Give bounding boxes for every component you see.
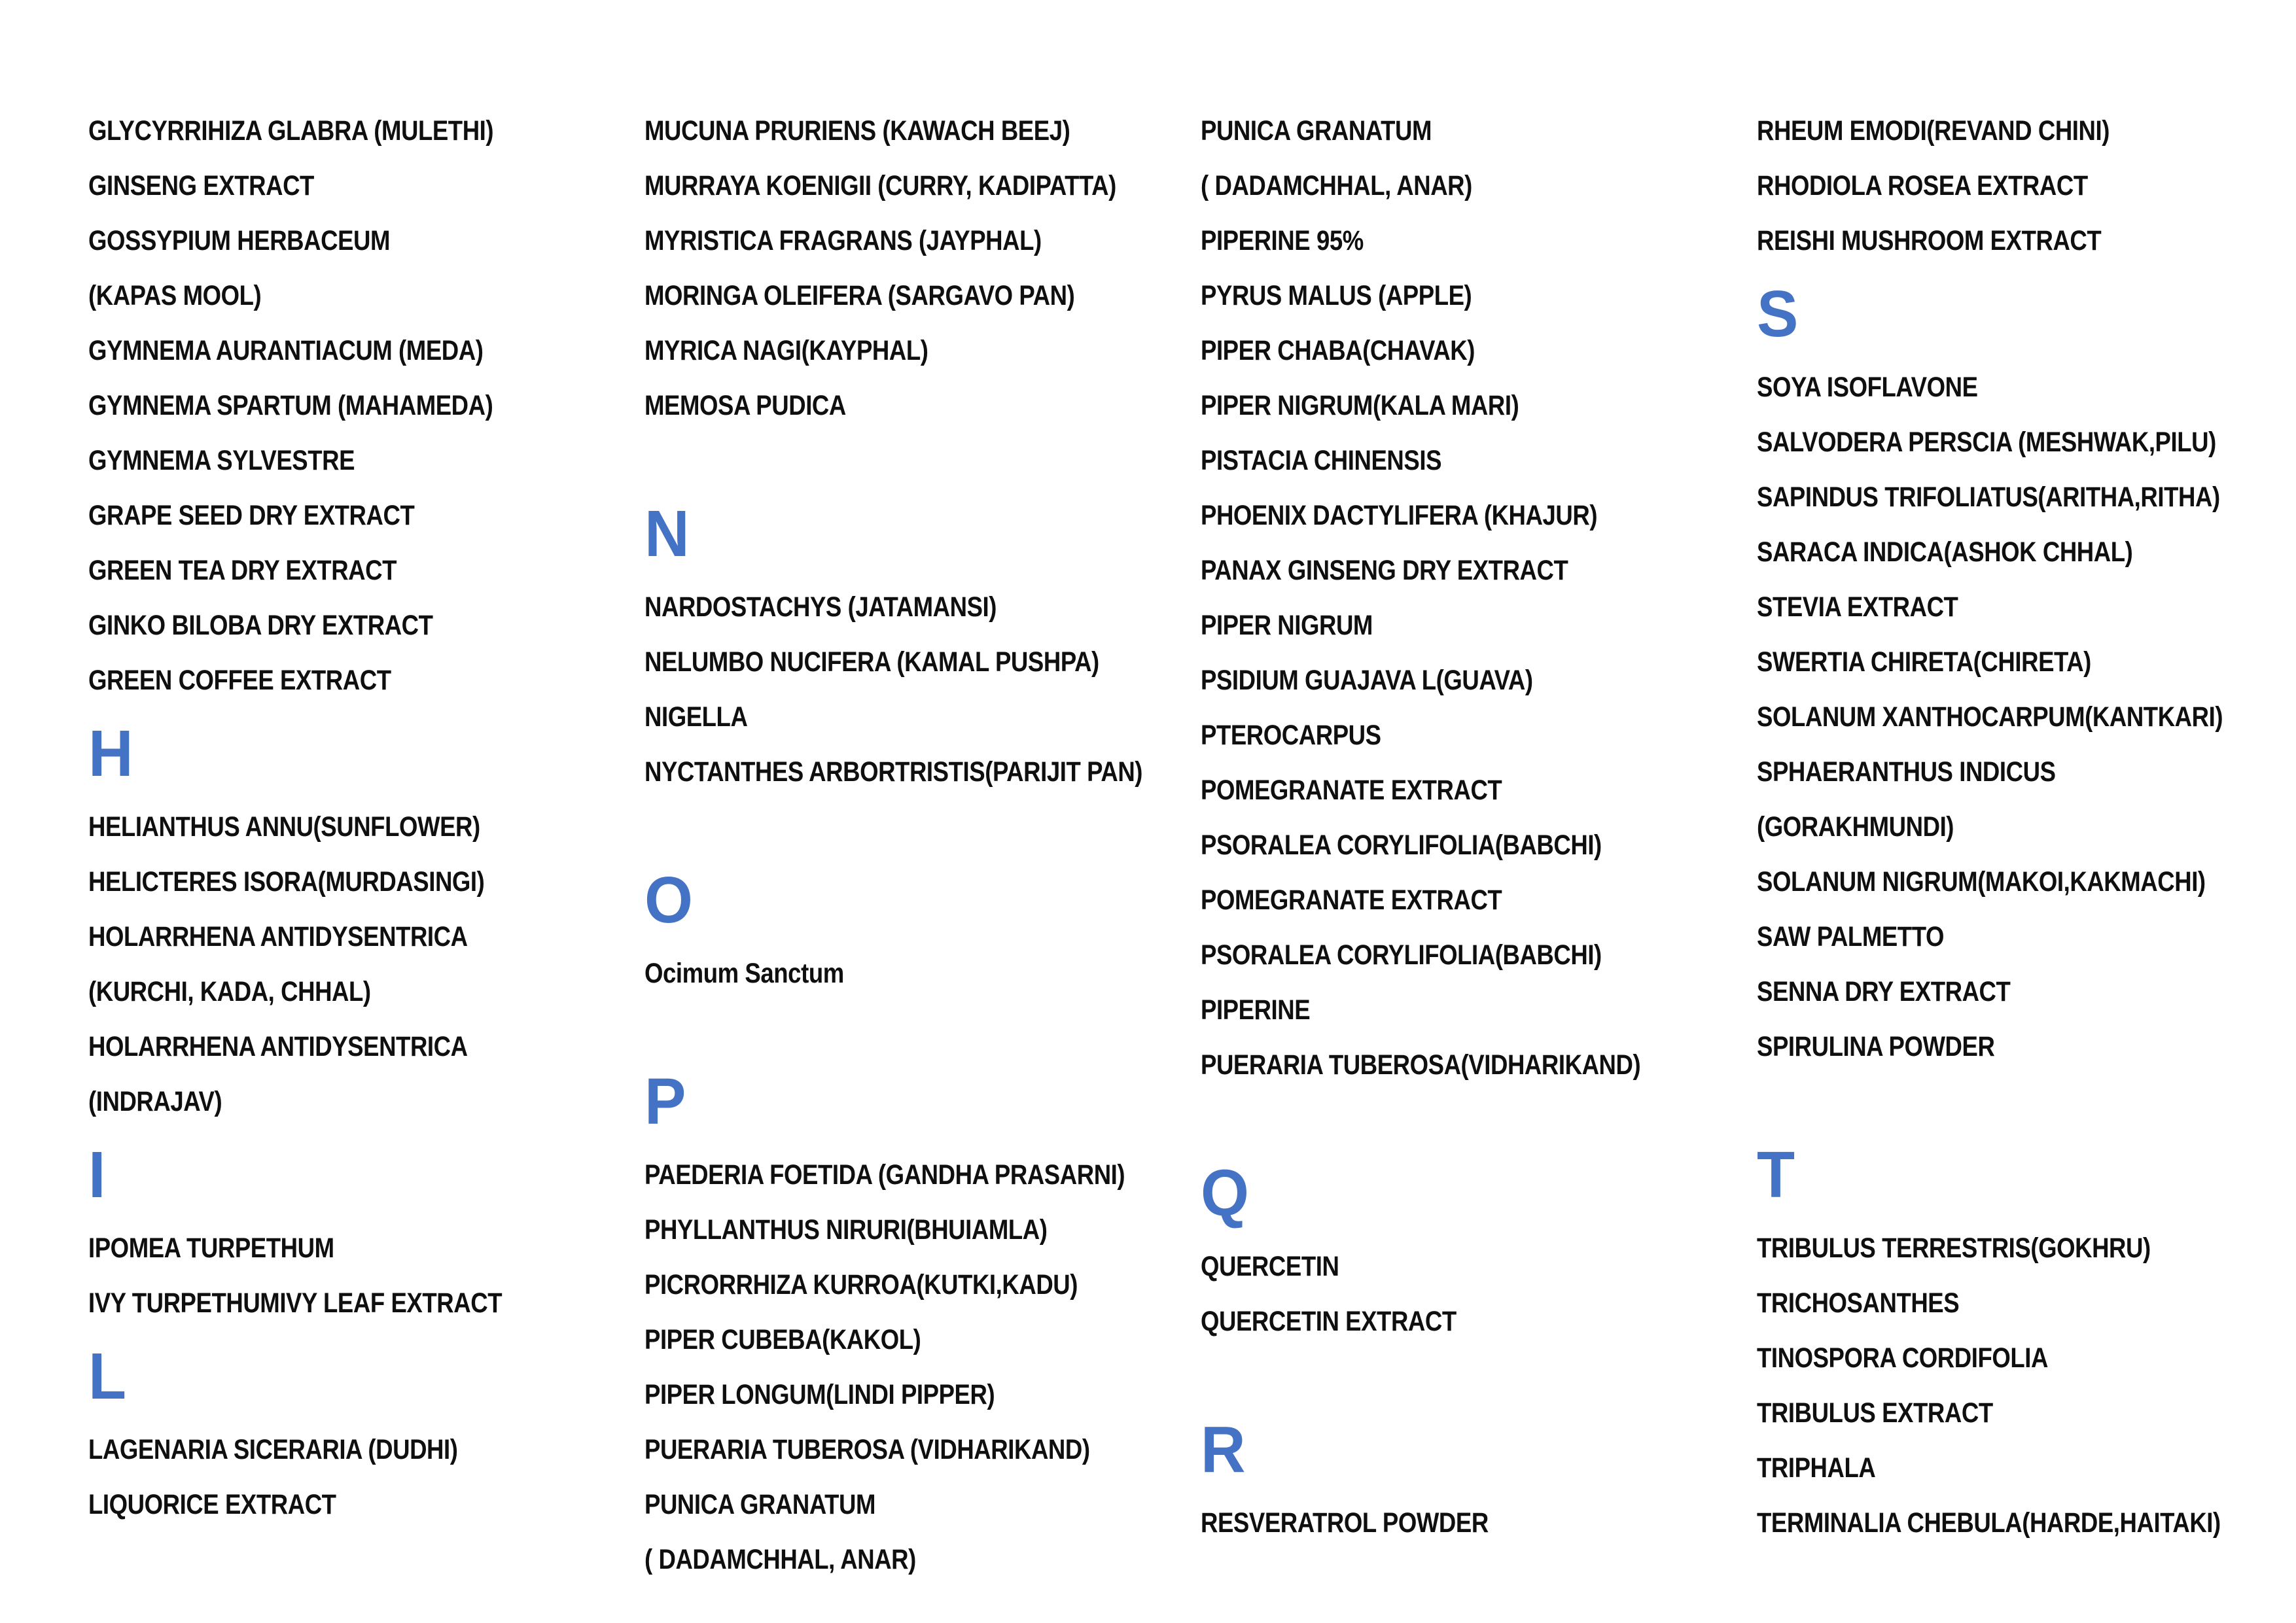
- list-item: [1757, 158, 2296, 213]
- item-text: LAGENARIA SICERARIA (DUDHI): [88, 1434, 458, 1465]
- item-text: GREEN COFFEE EXTRACT: [88, 665, 391, 696]
- list-item: [1201, 653, 1747, 708]
- item-text: MORINGA OLEIFERA (SARGAVO PAN): [645, 280, 1075, 311]
- item-text: HOLARRHENA ANTIDYSENTRICA: [88, 1031, 468, 1062]
- item-text: REISHI MUSHROOM EXTRACT: [1757, 225, 2102, 256]
- list-item: [1201, 763, 1747, 818]
- list-item: [645, 323, 1191, 378]
- list-item: [88, 378, 635, 433]
- list-item: [1757, 854, 2296, 909]
- spacer: [1201, 1092, 1747, 1147]
- list-item: [1757, 1019, 2296, 1074]
- section-header-o: [645, 854, 1191, 946]
- item-text: NELUMBO NUCIFERA (KAMAL PUSHPA): [645, 646, 1099, 678]
- list-item: [645, 580, 1191, 635]
- item-text: QUERCETIN EXTRACT: [1201, 1306, 1457, 1337]
- section-letter: S: [1757, 277, 1799, 351]
- list-item: [1201, 983, 1747, 1038]
- list-item: [1757, 103, 2296, 158]
- item-text: PHOENIX DACTYLIFERA (KHAJUR): [1201, 500, 1598, 531]
- list-item: [88, 854, 635, 909]
- list-item: [1201, 1239, 1747, 1294]
- list-item: [1757, 1440, 2296, 1495]
- section-header-h: [88, 708, 635, 799]
- item-text: GLYCYRRIHIZA GLABRA (MULETHI): [88, 115, 494, 147]
- list-item: [1201, 158, 1747, 213]
- item-text: TRIPHALA: [1757, 1452, 1876, 1484]
- item-text: QUERCETIN: [1201, 1251, 1339, 1282]
- item-text: GYMNEMA SPARTUM (MAHAMEDA): [88, 390, 493, 421]
- list-item: [645, 103, 1191, 158]
- item-text: (KURCHI, KADA, CHHAL): [88, 976, 371, 1007]
- item-text: MYRISTICA FRAGRANS (JAYPHAL): [645, 225, 1042, 256]
- item-text: PIPERINE 95%: [1201, 225, 1364, 256]
- item-text: PSORALEA CORYLIFOLIA(BABCHI): [1201, 829, 1602, 861]
- list-item: [1757, 689, 2296, 744]
- list-item: [1201, 1495, 1747, 1550]
- spacer: [645, 433, 1191, 488]
- item-text: TRIBULUS TERRESTRIS(GOKHRU): [1757, 1232, 2151, 1264]
- item-text: PUERARIA TUBEROSA (VIDHARIKAND): [645, 1434, 1090, 1465]
- list-item: [88, 103, 635, 158]
- list-item: [1757, 635, 2296, 689]
- section-header-n: [645, 488, 1191, 580]
- section-header-i: [88, 1129, 635, 1221]
- item-text: PUERARIA TUBEROSA(VIDHARIKAND): [1201, 1049, 1641, 1081]
- item-text: HOLARRHENA ANTIDYSENTRICA: [88, 921, 468, 952]
- item-text: PIPER LONGUM(LINDI PIPPER): [645, 1379, 995, 1410]
- list-item: [1201, 708, 1747, 763]
- item-text: (INDRAJAV): [88, 1086, 222, 1117]
- item-text: (GORAKHMUNDI): [1757, 811, 1954, 843]
- item-text: MYRICA NAGI(KAYPHAL): [645, 335, 928, 366]
- item-text: PAEDERIA FOETIDA (GANDHA PRASARNI): [645, 1159, 1125, 1191]
- list-item: [88, 1477, 635, 1532]
- item-text: NARDOSTACHYS (JATAMANSI): [645, 591, 997, 623]
- item-text: GREEN TEA DRY EXTRACT: [88, 555, 397, 586]
- section-header-l: [88, 1331, 635, 1422]
- list-item: [1201, 103, 1747, 158]
- item-text: MUCUNA PRURIENS (KAWACH BEEJ): [645, 115, 1070, 147]
- list-item: [645, 158, 1191, 213]
- item-text: MEMOSA PUDICA: [645, 390, 846, 421]
- list-item: [88, 543, 635, 598]
- item-text: IPOMEA TURPETHUM: [88, 1232, 334, 1264]
- list-item: [1757, 1221, 2296, 1276]
- list-item: [645, 1532, 1191, 1587]
- list-item: [88, 909, 635, 964]
- section-letter: T: [1757, 1138, 1795, 1212]
- item-text: NYCTANTHES ARBORTRISTIS(PARIJIT PAN): [645, 756, 1143, 788]
- item-text: PHYLLANTHUS NIRURI(BHUIAMLA): [645, 1214, 1048, 1246]
- item-text: PUNICA GRANATUM: [645, 1489, 876, 1520]
- list-item: [1757, 1331, 2296, 1386]
- item-text: SOLANUM NIGRUM(MAKOI,KAKMACHI): [1757, 866, 2206, 898]
- item-text: SOLANUM XANTHOCARPUM(KANTKARI): [1757, 701, 2223, 733]
- item-text: MURRAYA KOENIGII (CURRY, KADIPATTA): [645, 170, 1116, 201]
- list-item: [645, 378, 1191, 433]
- item-text: GINKO BILOBA DRY EXTRACT: [88, 610, 433, 641]
- item-text: POMEGRANATE EXTRACT: [1201, 884, 1502, 916]
- item-text: PICRORRHIZA KURROA(KUTKI,KADU): [645, 1269, 1078, 1300]
- section-letter: P: [645, 1065, 686, 1138]
- item-text: PSIDIUM GUAJAVA L(GUAVA): [1201, 665, 1533, 696]
- list-item: [1757, 580, 2296, 635]
- list-item: [1201, 1294, 1747, 1349]
- item-text: TRIBULUS EXTRACT: [1757, 1397, 1993, 1429]
- list-item: [645, 689, 1191, 744]
- list-item: [88, 1422, 635, 1477]
- list-item: [645, 1147, 1191, 1202]
- list-item: [1757, 415, 2296, 470]
- item-text: TRICHOSANTHES: [1757, 1287, 1960, 1319]
- list-item: [1201, 378, 1747, 433]
- section-letter: R: [1201, 1413, 1246, 1486]
- list-item: [88, 1221, 635, 1276]
- item-text: PSORALEA CORYLIFOLIA(BABCHI): [1201, 939, 1602, 971]
- list-item: [1757, 1386, 2296, 1440]
- list-item: [1201, 213, 1747, 268]
- list-item: [1757, 1276, 2296, 1331]
- section-letter: N: [645, 497, 690, 570]
- item-text: LIQUORICE EXTRACT: [88, 1489, 336, 1520]
- item-text: PANAX GINSENG DRY EXTRACT: [1201, 555, 1568, 586]
- item-text: PIPER CHABA(CHAVAK): [1201, 335, 1475, 366]
- section-header-q: [1201, 1147, 1747, 1239]
- item-text: SARACA INDICA(ASHOK CHHAL): [1757, 536, 2133, 568]
- section-header-p: [645, 1056, 1191, 1147]
- list-item: [1201, 433, 1747, 488]
- list-item: [88, 964, 635, 1019]
- list-item: [88, 1074, 635, 1129]
- list-item: [1757, 525, 2296, 580]
- spacer: [645, 1001, 1191, 1056]
- list-item: [1757, 470, 2296, 525]
- list-item: [88, 1276, 635, 1331]
- list-item: [1201, 543, 1747, 598]
- section-header-s: [1757, 268, 2296, 360]
- item-text: GINSENG EXTRACT: [88, 170, 314, 201]
- list-item: [88, 488, 635, 543]
- list-item: [88, 1019, 635, 1074]
- list-item: [645, 1202, 1191, 1257]
- item-text: TINOSPORA CORDIFOLIA: [1757, 1342, 2048, 1374]
- item-text: SPHAERANTHUS INDICUS: [1757, 756, 2056, 788]
- list-item: [88, 653, 635, 708]
- list-item: [645, 744, 1191, 799]
- item-text: STEVIA EXTRACT: [1757, 591, 1958, 623]
- list-item: [645, 1422, 1191, 1477]
- spacer: [645, 799, 1191, 854]
- item-text: NIGELLA: [645, 701, 748, 733]
- item-text: HELICTERES ISORA(MURDASINGI): [88, 866, 485, 898]
- list-item: [88, 213, 635, 268]
- list-item: [1201, 1038, 1747, 1092]
- item-text: SAW PALMETTO: [1757, 921, 1944, 952]
- item-text: PUNICA GRANATUM: [1201, 115, 1432, 147]
- spacer: [1201, 1349, 1747, 1404]
- list-item: [645, 268, 1191, 323]
- list-item: [88, 158, 635, 213]
- item-text: (KAPAS MOOL): [88, 280, 262, 311]
- item-text: POMEGRANATE EXTRACT: [1201, 775, 1502, 806]
- list-item: [645, 213, 1191, 268]
- item-text: RHODIOLA ROSEA EXTRACT: [1757, 170, 2088, 201]
- list-item: [1201, 323, 1747, 378]
- section-header-t: [1757, 1129, 2296, 1221]
- list-item: [1757, 213, 2296, 268]
- item-text: ( DADAMCHHAL, ANAR): [1201, 170, 1472, 201]
- list-item: [645, 946, 1191, 1001]
- item-text: SWERTIA CHIRETA(CHIRETA): [1757, 646, 2091, 678]
- item-text: SOYA ISOFLAVONE: [1757, 372, 1978, 403]
- item-text: RHEUM EMODI(REVAND CHINI): [1757, 115, 2110, 147]
- item-text: HELIANTHUS ANNU(SUNFLOWER): [88, 811, 480, 843]
- item-text: Ocimum Sanctum: [645, 958, 844, 989]
- column-2: [645, 103, 1191, 1587]
- list-item: [1201, 268, 1747, 323]
- list-item: [645, 1367, 1191, 1422]
- list-item: [645, 1257, 1191, 1312]
- item-text: GYMNEMA SYLVESTRE: [88, 445, 355, 476]
- list-item: [88, 433, 635, 488]
- item-text: PIPER CUBEBA(KAKOL): [645, 1324, 921, 1355]
- list-item: [88, 268, 635, 323]
- item-text: SENNA DRY EXTRACT: [1757, 976, 2011, 1007]
- list-item: [1757, 744, 2296, 799]
- column-3: [1201, 103, 1747, 1550]
- item-text: GOSSYPIUM HERBACEUM: [88, 225, 391, 256]
- item-text: SALVODERA PERSCIA (MESHWAK,PILU): [1757, 427, 2216, 458]
- item-text: SPIRULINA POWDER: [1757, 1031, 1995, 1062]
- list-item: [645, 1312, 1191, 1367]
- column-1: [88, 103, 635, 1532]
- item-text: GYMNEMA AURANTIACUM (MEDA): [88, 335, 484, 366]
- section-header-r: [1201, 1404, 1747, 1495]
- item-text: PTEROCARPUS: [1201, 720, 1381, 751]
- section-letter: I: [88, 1138, 106, 1212]
- list-item: [1757, 360, 2296, 415]
- item-text: PIPERINE: [1201, 994, 1311, 1026]
- list-item: [1201, 598, 1747, 653]
- section-letter: O: [645, 864, 693, 937]
- list-item: [1757, 909, 2296, 964]
- list-item: [88, 598, 635, 653]
- section-letter: Q: [1201, 1157, 1249, 1230]
- section-letter: L: [88, 1340, 127, 1413]
- list-item: [645, 1477, 1191, 1532]
- list-item: [1201, 818, 1747, 873]
- list-item: [1201, 488, 1747, 543]
- item-text: PISTACIA CHINENSIS: [1201, 445, 1442, 476]
- list-item: [1757, 799, 2296, 854]
- list-item: [1757, 964, 2296, 1019]
- item-text: SAPINDUS TRIFOLIATUS(ARITHA,RITHA): [1757, 481, 2220, 513]
- item-text: ( DADAMCHHAL, ANAR): [645, 1544, 916, 1575]
- column-4: [1757, 103, 2296, 1550]
- list-item: [1201, 928, 1747, 983]
- item-text: IVY TURPETHUMIVY LEAF EXTRACT: [88, 1287, 503, 1319]
- list-item: [645, 635, 1191, 689]
- item-text: PYRUS MALUS (APPLE): [1201, 280, 1472, 311]
- item-text: PIPER NIGRUM: [1201, 610, 1373, 641]
- list-item: [88, 323, 635, 378]
- spacer: [1757, 1074, 2296, 1129]
- item-text: RESVERATROL POWDER: [1201, 1507, 1489, 1539]
- item-text: TERMINALIA CHEBULA(HARDE,HAITAKI): [1757, 1507, 2221, 1539]
- item-text: PIPER NIGRUM(KALA MARI): [1201, 390, 1519, 421]
- list-item: [1757, 1495, 2296, 1550]
- list-item: [88, 799, 635, 854]
- item-text: GRAPE SEED DRY EXTRACT: [88, 500, 415, 531]
- list-item: [1201, 873, 1747, 928]
- section-letter: H: [88, 717, 133, 790]
